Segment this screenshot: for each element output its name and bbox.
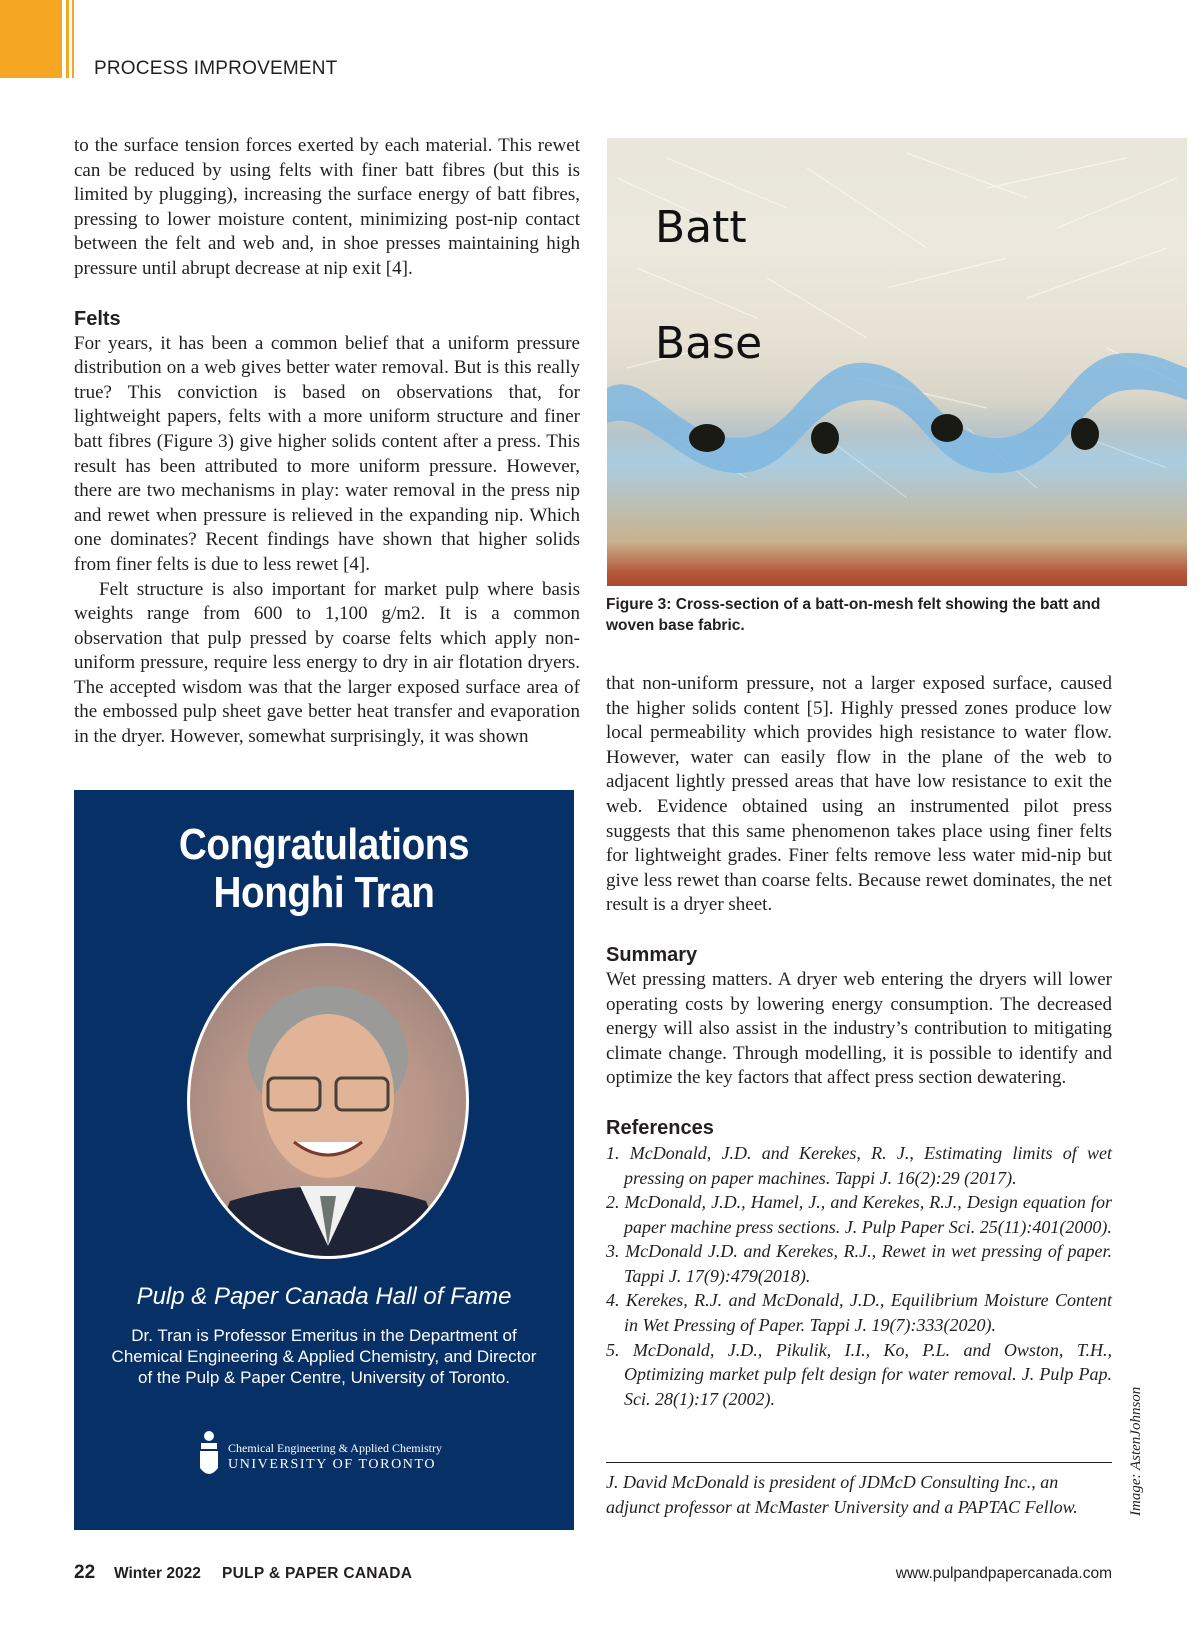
continuation-paragraph: that non-uniform pressure, not a larger exposed surface, caused the higher solids content [5]. Highly pressed zones produce low local permeability which provides high resistance to water flow. However, water can easily flow in the plane of the web to adjacent lightly pressed areas that have low resistance to exit the web. Evidence obtained using an instrumented pilot press suggests that this same phenomenon takes place using finer felts for lightweight grades. Finer felts remove less water mid-nip but give less rewet than coarse felts. Because rewet dominates, the net result is a dryer sheet.	[606, 673, 1112, 916]
references-list	[606, 1141, 1112, 1412]
right-column	[606, 672, 1112, 1411]
reference-item: 1. McDonald, J.D. and Kerekes, R. J., Estimating limits of wet pressing on paper machines. Tappi J. 16(2):29 (2017).	[606, 1142, 1112, 1188]
portrait-photo	[187, 943, 469, 1259]
logo-department: Chemical Engineering & Applied Chemistry	[228, 1441, 442, 1455]
section-tab-rule	[66, 0, 69, 78]
bio-divider	[606, 1462, 1112, 1463]
reference-item: 3. McDonald J.D. and Kerekes, R.J., Rewet in wet pressing of paper. Tappi J. 17(9):479(2018).	[606, 1241, 1112, 1286]
felts-paragraph-1: For years, it has been a common belief that a uniform pressure distribution on a web gives better water removal. But is this really true? This conviction is based on observations that, for lightweight papers, felts with a more uniform structure and finer batt fibres (Figure 3) give higher solids content after a press. This result has been attributed to more uniform pressure. However, there are two mechanisms in play: water removal in the press nip and rewet when pressure is relieved in the expanding nip. Which one dominates? Recent findings have shown that higher solids from finer felts is due to less rewet [4].	[74, 332, 580, 575]
issue-date: Winter 2022	[114, 1565, 201, 1582]
felt-cross-section-image	[607, 138, 1187, 586]
reference-item: 5. McDonald, J.D., Pikulik, I.I., Ko, P.L. and Owston, T.H., Optimizing market pulp felt design for water removal. J. Pulp Pap. Sci. 28(1):17 (2002).	[606, 1339, 1112, 1409]
crest-icon	[198, 1430, 220, 1482]
page-number: 22	[74, 1562, 96, 1583]
base-label: Base	[655, 318, 763, 369]
ad-title-line1: Congratulations	[178, 820, 470, 869]
logo-university: UNIVERSITY OF TORONTO	[228, 1457, 437, 1472]
felts-paragraph-2: Felt structure is also important for market pulp where basis weights range from 600 to 1,100 g/m2. It is a common observation that pulp pressed by coarse felts which apply non-uniform pressure, require less energy to dry in air flotation dryers. The accepted wisdom was that the larger exposed surface area of the embossed pulp sheet gave better heat transfer and evaporation in the dryer. However, somewhat surprisingly, it was shown	[74, 578, 580, 748]
hall-of-fame-title: Pulp & Paper Canada Hall of Fame	[136, 1283, 512, 1310]
website-link[interactable]: www.pulpandpapercanada.com	[895, 1565, 1112, 1582]
magazine-name: PULP & PAPER CANADA	[222, 1565, 413, 1582]
ad-title-line2: Honghi Tran	[213, 868, 435, 917]
section-tab	[0, 0, 62, 78]
section-heading: PROCESS IMPROVEMENT	[94, 58, 338, 79]
figure-caption: Figure 3: Cross-section of a batt-on-mesh felt showing the batt and woven base fabric.	[606, 596, 1101, 634]
author-bio: J. David McDonald is president of JDMcD Consulting Inc., an adjunct professor at McMaster University and a PAPTAC Fellow.	[606, 1472, 1078, 1517]
felts-heading: Felts	[74, 307, 121, 330]
university-logo	[198, 1430, 458, 1486]
ad-description: Dr. Tran is Professor Emeritus in the Department of Chemical Engineering & Applied Chemistry, and Director of the Pulp & Paper Centre, University of Toronto.	[111, 1326, 537, 1387]
summary-paragraph: Wet pressing matters. A dryer web entering the dryers will lower operating costs by lowering energy consumption. The decreased energy will also assist in the industry’s contribution to mitigating climate change. Through modelling, it is possible to identify and optimize the key factors that affect press section dewatering.	[606, 968, 1112, 1089]
batt-label: Batt	[655, 202, 747, 253]
image-credit: Image: AstenJohnson	[1128, 1386, 1144, 1516]
hall-of-fame-ad	[74, 790, 574, 1530]
references-heading: References	[606, 1116, 714, 1139]
reference-item: 2. McDonald, J.D., Hamel, J., and Kerekes, R.J., Design equation for paper machine press sections. J. Pulp Paper Sci. 25(11):401(2000).	[606, 1192, 1112, 1237]
summary-heading: Summary	[606, 943, 698, 966]
intro-paragraph: to the surface tension forces exerted by each material. This rewet can be reduced by using felts with finer batt fibres (but this is limited by plugging), increasing the surface energy of batt fibres, pressing to lower moisture content, minimizing post-nip contact between the felt and web and, in shoe presses maintaining high pressure until abrupt decrease at nip exit [4].	[74, 135, 580, 279]
left-column	[74, 134, 580, 750]
reference-item: 4. Kerekes, R.J. and McDonald, J.D., Equilibrium Moisture Content in Wet Pressing of Paper. Tappi J. 19(7):333(2020).	[606, 1290, 1112, 1336]
section-tab-rule	[72, 0, 74, 78]
